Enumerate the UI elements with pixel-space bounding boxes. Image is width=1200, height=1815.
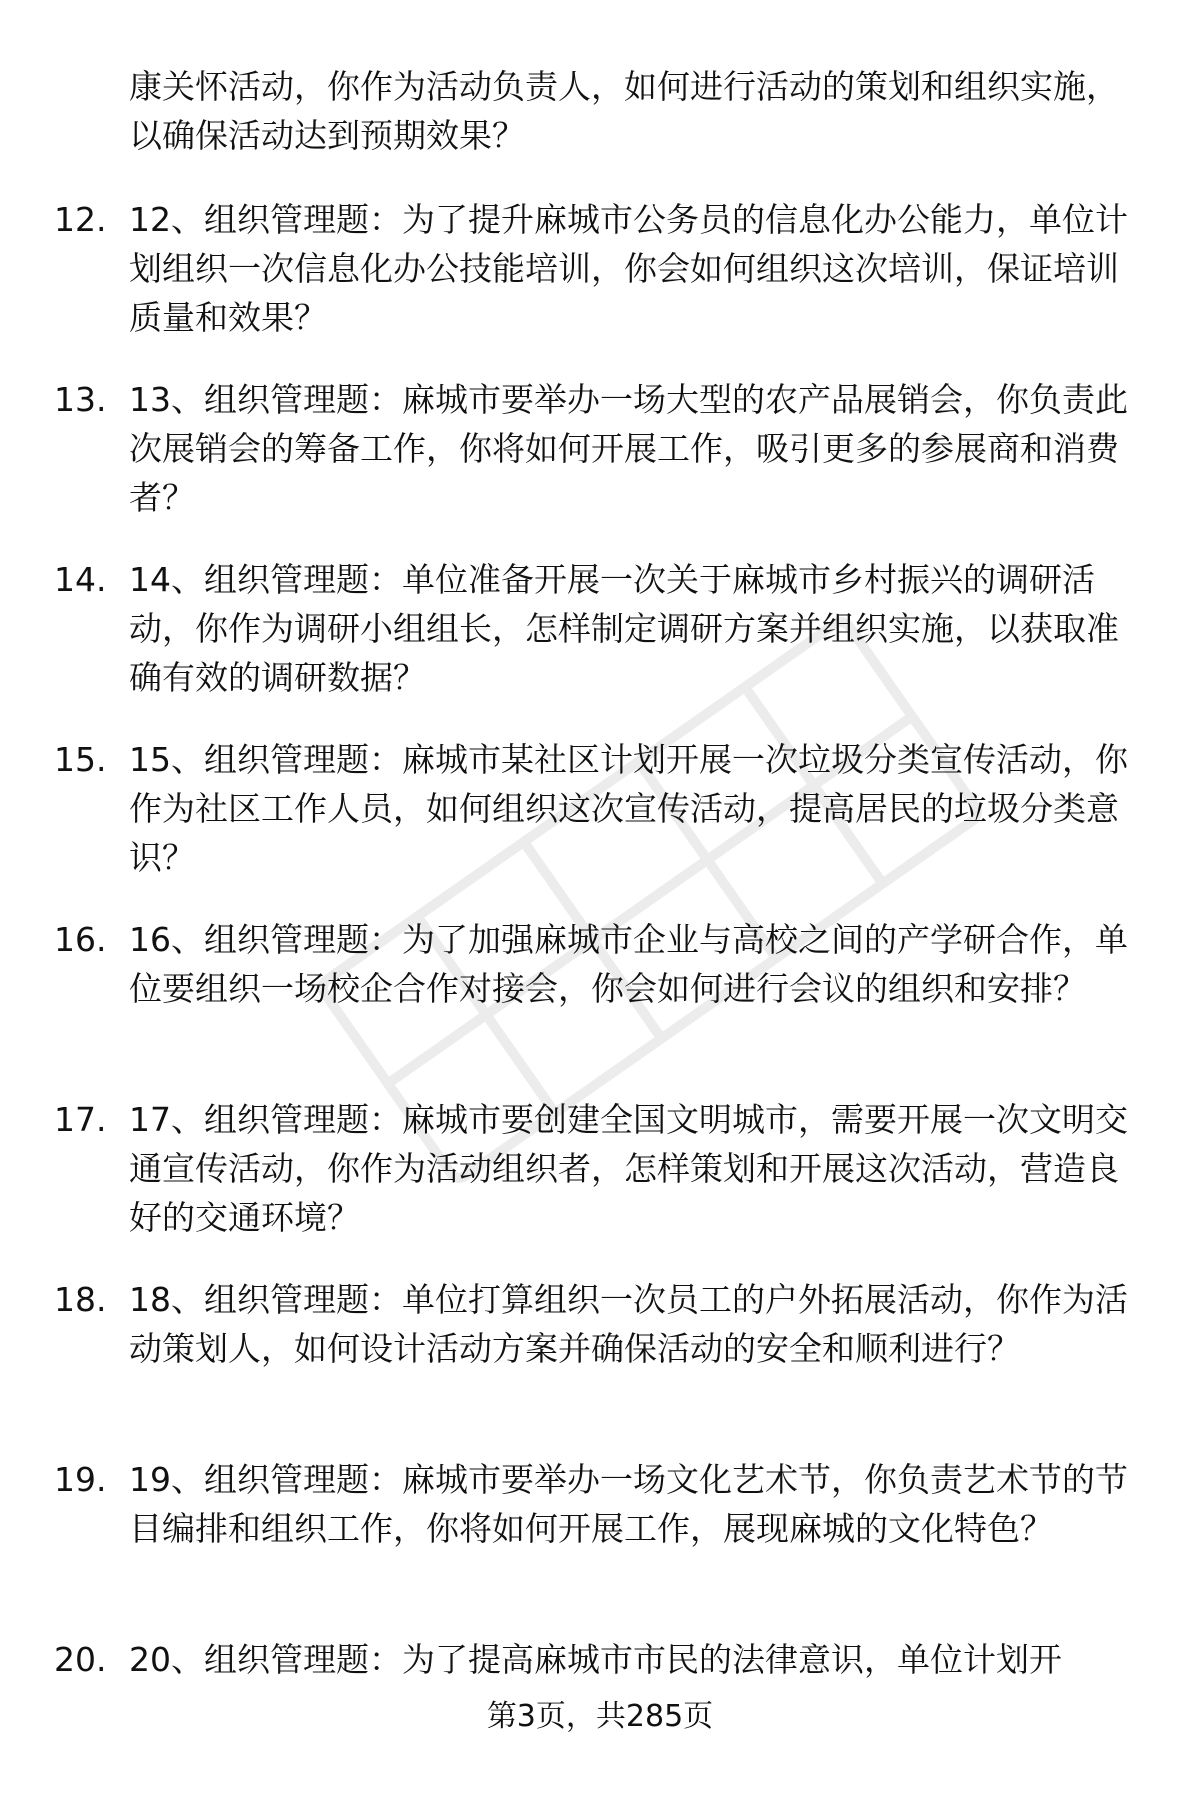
- question-text: 18、组织管理题：单位打算组织一次员工的户外拓展活动，你作为活动策划人，如何设计活动方案并确保活动的安全和顺利进行？: [129, 1280, 1128, 1368]
- question-number: 19.: [54, 1460, 107, 1499]
- question-item: [0, 1095, 1200, 1275]
- question-item: [0, 1455, 1200, 1635]
- question-item: [0, 735, 1200, 915]
- question-number: 16.: [54, 920, 107, 959]
- question-text: 17、组织管理题：麻城市要创建全国文明城市，需要开展一次文明交通宣传活动，你作为活动组织者，怎样策划和开展这次活动，营造良好的交通环境？: [129, 1100, 1128, 1237]
- question-number: 13.: [54, 380, 107, 419]
- question-number: 20.: [54, 1640, 107, 1679]
- question-list: [0, 195, 1200, 1815]
- question-number: 12.: [54, 200, 107, 239]
- question-text: 20、组织管理题：为了提高麻城市市民的法律意识，单位计划开: [129, 1640, 1062, 1679]
- question-item: [0, 555, 1200, 735]
- question-number: 14.: [54, 560, 107, 599]
- question-text: 13、组织管理题：麻城市要举办一场大型的农产品展销会，你负责此次展销会的筹备工作，你将如何开展工作，吸引更多的参展商和消费者？: [129, 380, 1128, 517]
- question-number: 15.: [54, 740, 107, 779]
- question-item: [0, 915, 1200, 1095]
- question-number: 17.: [54, 1100, 107, 1139]
- question-item: [0, 1275, 1200, 1455]
- question-text: 14、组织管理题：单位准备开展一次关于麻城市乡村振兴的调研活动，你作为调研小组组长，怎样制定调研方案并组织实施，以获取准确有效的调研数据？: [129, 560, 1119, 697]
- question-item: [0, 375, 1200, 555]
- question-text: 12、组织管理题：为了提升麻城市公务员的信息化办公能力，单位计划组织一次信息化办公技能培训，你会如何组织这次培训，保证培训质量和效果？: [129, 200, 1128, 337]
- question-item: [0, 195, 1200, 375]
- question-text: 19、组织管理题：麻城市要举办一场文化艺术节，你负责艺术节的节目编排和组织工作，你将如何开展工作，展现麻城的文化特色？: [129, 1460, 1128, 1548]
- page-footer: 第3页，共285页: [486, 1699, 714, 1734]
- question-text: 15、组织管理题：麻城市某社区计划开展一次垃圾分类宣传活动，你作为社区工作人员，如何组织这次宣传活动，提高居民的垃圾分类意识？: [129, 740, 1128, 877]
- intro-continuation-text: 康关怀活动，你作为活动负责人，如何进行活动的策划和组织实施，以确保活动达到预期效果？: [129, 67, 1119, 155]
- question-number: 18.: [54, 1280, 107, 1319]
- question-text: 16、组织管理题：为了加强麻城市企业与高校之间的产学研合作，单位要组织一场校企合作对接会，你会如何进行会议的组织和安排？: [129, 920, 1128, 1008]
